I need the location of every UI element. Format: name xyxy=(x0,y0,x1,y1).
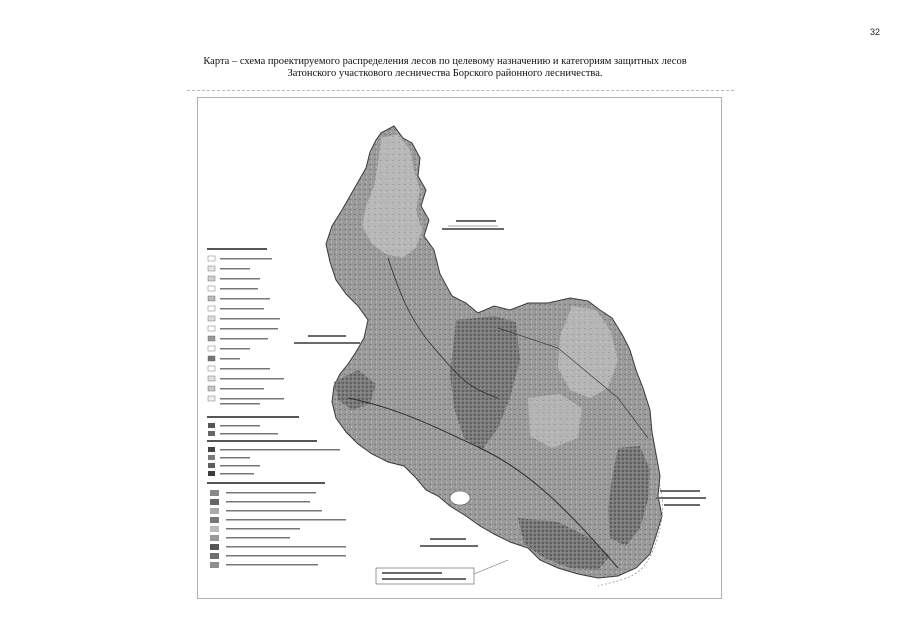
map-sheet xyxy=(197,97,722,599)
legend-group-2 xyxy=(207,423,340,476)
page-number: 32 xyxy=(870,27,881,37)
legend xyxy=(207,248,346,568)
lake xyxy=(450,491,470,505)
forest-map xyxy=(198,98,721,598)
top-dashed-rule xyxy=(187,90,734,92)
legend-group-1 xyxy=(208,256,284,405)
map-title xyxy=(150,56,740,80)
callout-north xyxy=(442,220,504,230)
callout-south xyxy=(420,538,478,547)
legend-group-3 xyxy=(210,490,346,568)
map-title-line-2: Затонского участкового лесничества Борского районного лесничества. xyxy=(287,68,603,79)
callout-east xyxy=(656,490,706,506)
note-box xyxy=(376,560,508,584)
callout-west xyxy=(294,335,360,344)
map-title-line-1: Карта – схема проектируемого распределения лесов по целевому назначению и категориям защитных лесов xyxy=(203,56,687,67)
